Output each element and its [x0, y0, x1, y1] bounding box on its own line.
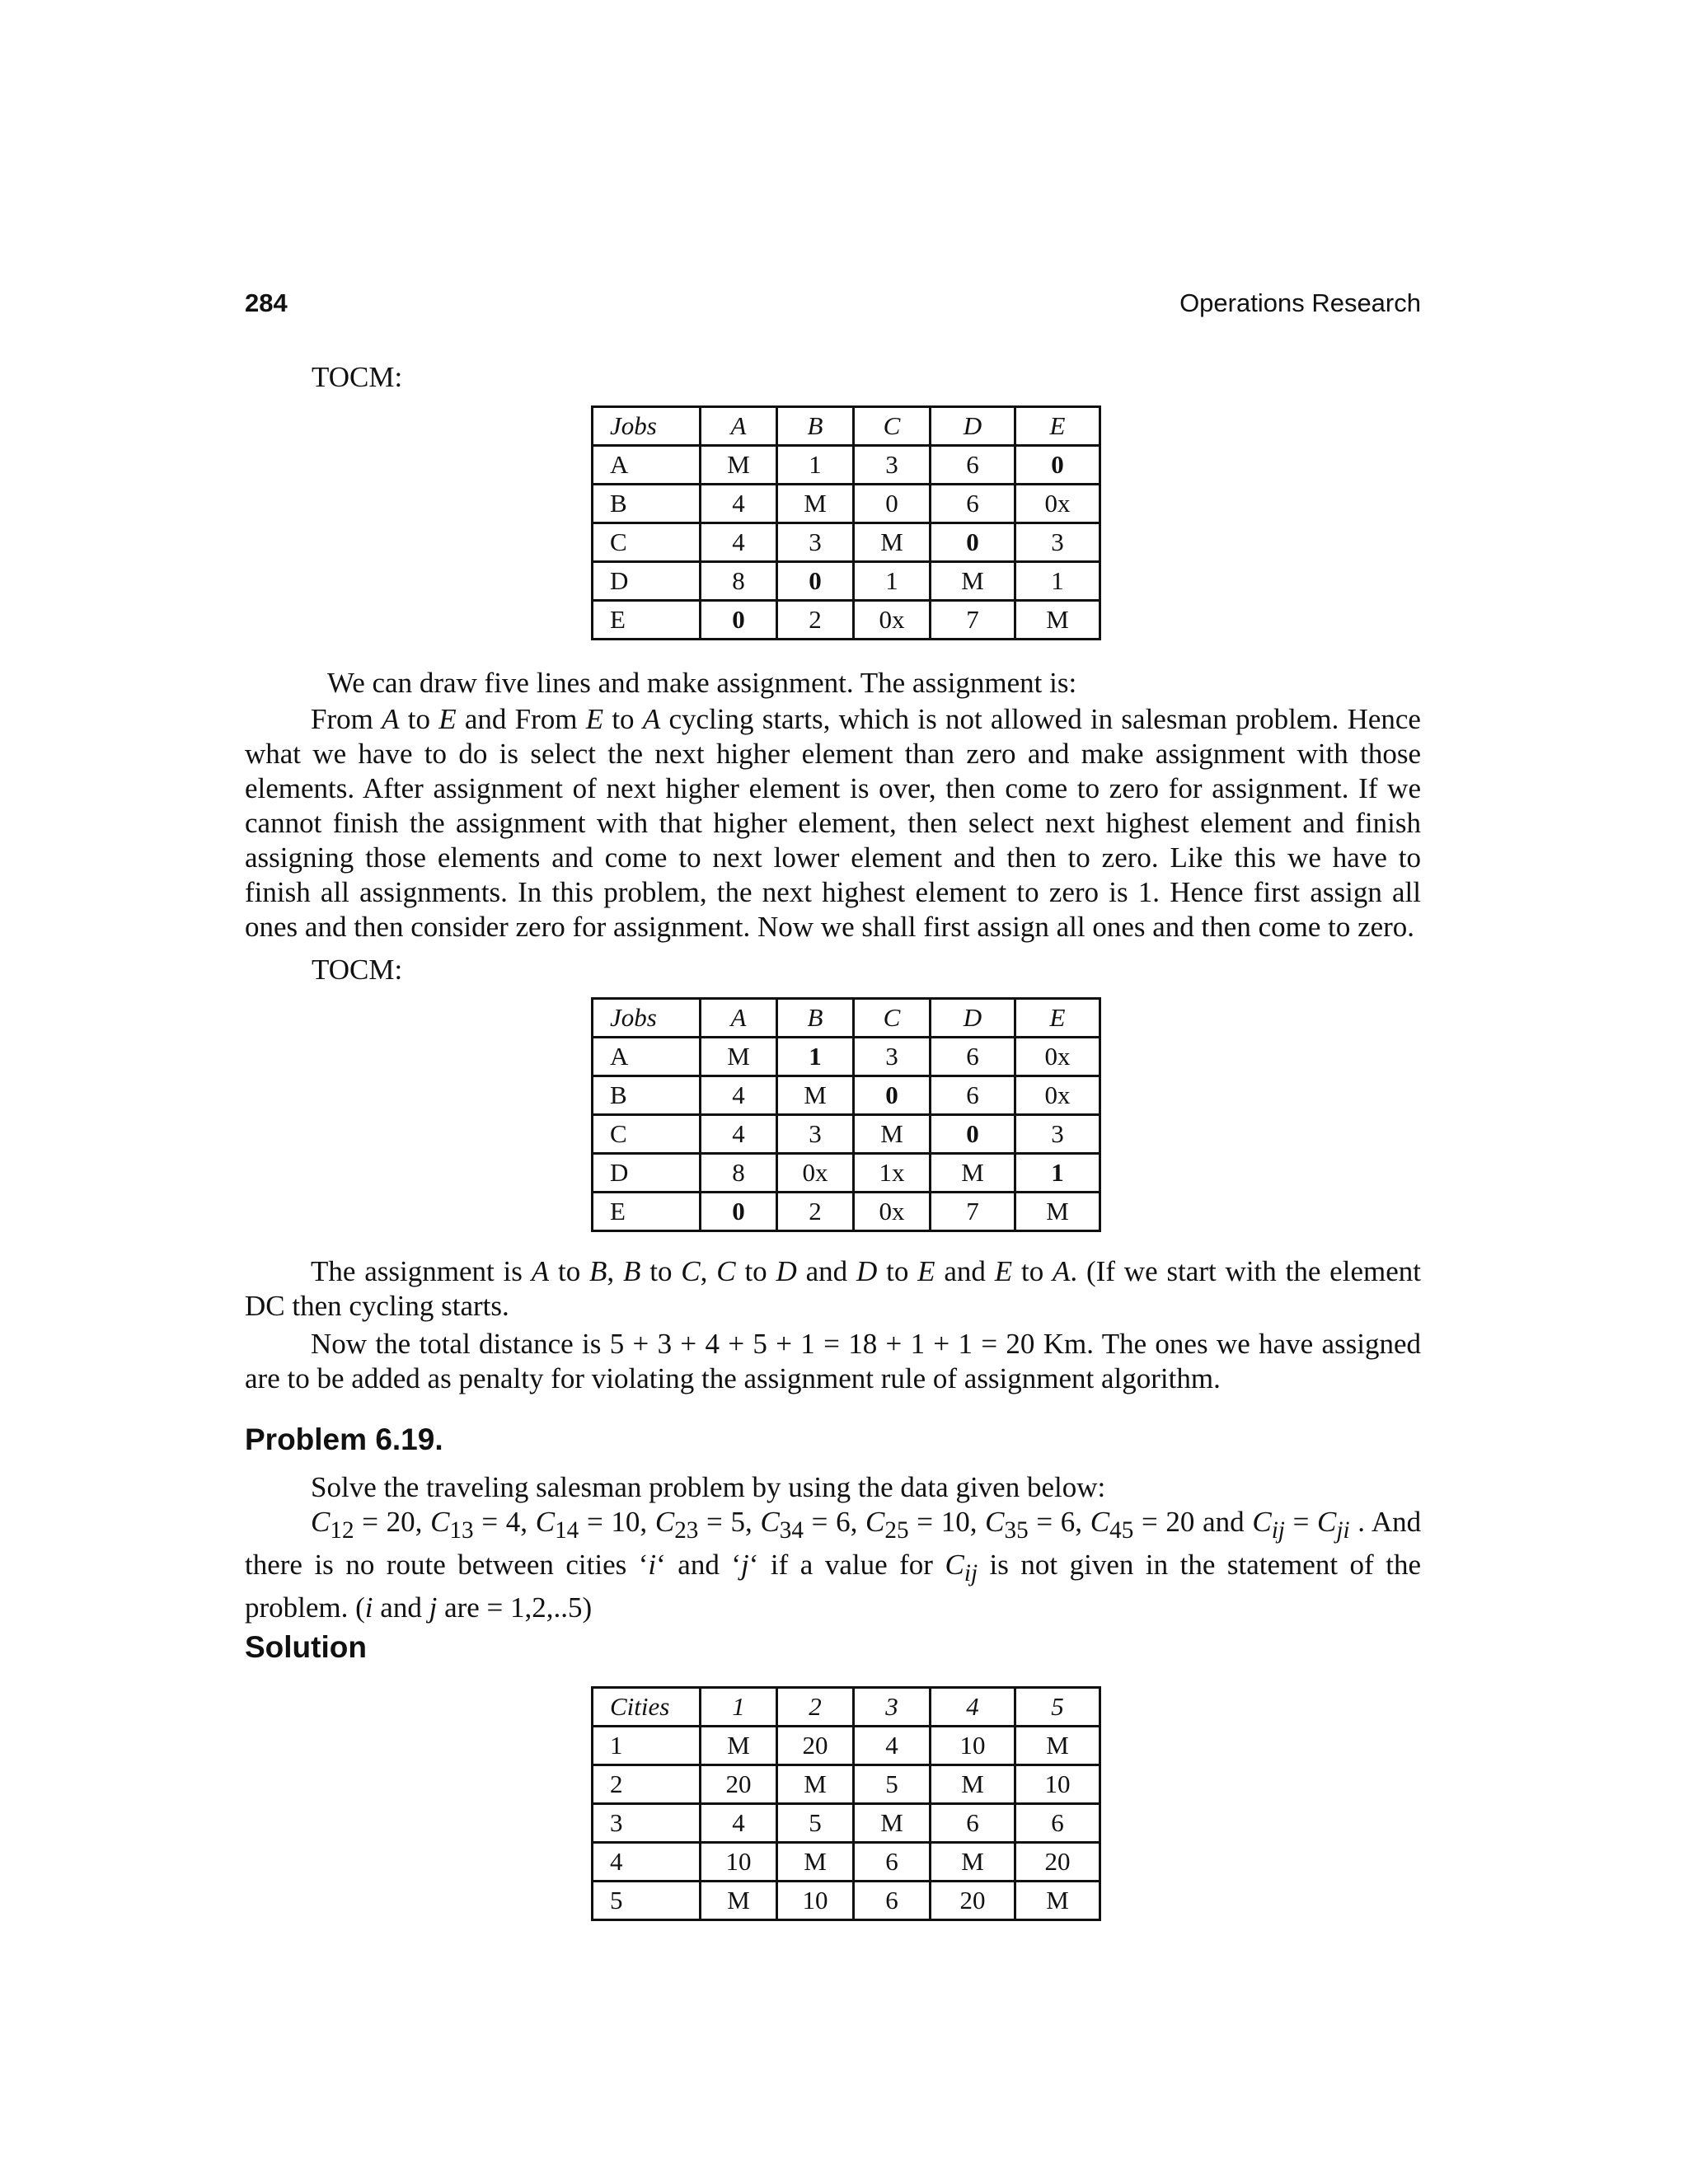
table-cell: E — [593, 1193, 701, 1231]
table-cell: D — [593, 562, 701, 601]
table-cell: 4 — [593, 1843, 701, 1882]
paragraph-total-distance: Now the total distance is 5 + 3 + 4 + 5 + 1 = 18 + 1 + 1 = 20 Km. The ones we have assigned are to be added as penalty for violating the assignment rule of assignment algorithm. — [245, 1328, 1421, 1394]
table-cell: 0 — [854, 485, 931, 523]
table-cell: 1 — [1015, 1154, 1100, 1193]
table-row — [593, 1076, 1100, 1115]
table-cell: M — [931, 1843, 1015, 1882]
table-cell: 2 — [777, 601, 854, 640]
table-cell: M — [777, 1843, 854, 1882]
table-cell: 5 — [593, 1882, 701, 1920]
table-cell: 1 — [777, 446, 854, 485]
table-cell: M — [931, 1154, 1015, 1193]
table-cell: C — [854, 999, 931, 1038]
table-row — [593, 1154, 1100, 1193]
table-cell: 20 — [1015, 1843, 1100, 1882]
page-number: 284 — [245, 288, 288, 317]
table-cell: 20 — [931, 1882, 1015, 1920]
table-cell: 6 — [931, 1038, 1015, 1076]
table-cell: 0x — [777, 1154, 854, 1193]
table-cell: C — [593, 1115, 701, 1154]
table-cell: 10 — [777, 1882, 854, 1920]
table-cell: E — [593, 601, 701, 640]
table-cell: M — [854, 1115, 931, 1154]
table-cell: M — [1015, 1727, 1100, 1765]
table-cell: A — [701, 407, 777, 446]
table-cell: B — [593, 485, 701, 523]
table-row — [593, 1765, 1100, 1804]
cities-table — [591, 1686, 1101, 1921]
table-cell: 4 — [854, 1727, 931, 1765]
table-cell: D — [931, 407, 1015, 446]
table-cell: M — [931, 1765, 1015, 1804]
table-cell: C — [854, 407, 931, 446]
table-cell: 0 — [701, 601, 777, 640]
table-header-row — [593, 1688, 1100, 1727]
table-cell: 8 — [701, 1154, 777, 1193]
table-cell: 4 — [701, 523, 777, 562]
paragraph-cost-data: $C_{12} = 20$, $C_{13} = 4$, $C_{14} = 10$, $C_{23} = 5$, $C_{34} = 6$, $C_{25} = 10$, $C_{35} = 6$, $C_{45} = 20$ and $C_{ij} = C_{ji}$ . And there is no route between cities ‘i‘ and ‘j‘ if a value for $C_{ij}$ is not given in the statement of the problem. (i and j are = 1,2,..5) — [245, 1506, 1422, 1624]
table-cell: M — [931, 562, 1015, 601]
table-cell: E — [1015, 407, 1100, 446]
table-cell: 0 — [931, 1115, 1015, 1154]
table-header-row — [593, 999, 1100, 1038]
table-cell: M — [854, 523, 931, 562]
table-cell: 0x — [854, 601, 931, 640]
paragraph-cycling: From A to E and From E to A cycling starts, which is not allowed in salesman problem. Hence what we have to do is select the next higher element than zero and make assignment with those elements. After assignment of next higher element is over, then come to zero for assignment. If we cannot finish the assignment with that higher element, then select next highest element and finish assigning those elements and come to next lower element and then to zero. Like this we have to finish all assignments. In this problem, the next highest element to zero is 1. Hence first assign all ones and then consider zero for assignment. Now we shall first assign all ones and then come to zero. — [245, 703, 1421, 943]
table-header-row — [593, 407, 1100, 446]
table-cell: 7 — [931, 1193, 1015, 1231]
tocm-label-2: TOCM: — [312, 954, 403, 986]
table-row — [593, 485, 1100, 523]
table-cell: 3 — [854, 1688, 931, 1727]
table-cell: 5 — [854, 1765, 931, 1804]
table-cell: E — [1015, 999, 1100, 1038]
table-cell: 6 — [1015, 1804, 1100, 1843]
table-cell: 4 — [701, 1115, 777, 1154]
table-row — [593, 1843, 1100, 1882]
table-cell: 6 — [931, 1804, 1015, 1843]
paragraph-assignment: The assignment is A to B, B to C, C to D and D to E and E to A. (If we start with the element DC then cycling starts. — [245, 1255, 1421, 1322]
table-cell: 6 — [931, 446, 1015, 485]
table-cell: 1 — [1015, 562, 1100, 601]
table-cell: 1 — [701, 1688, 777, 1727]
tocm-label-1: TOCM: — [312, 361, 403, 393]
table-cell: 10 — [931, 1727, 1015, 1765]
table-cell: 0x — [854, 1193, 931, 1231]
book-title: Operations Research — [1179, 288, 1421, 317]
table-cell: 0 — [931, 523, 1015, 562]
paragraph-problem: Solve the traveling salesman problem by using the data given below: — [311, 1471, 1106, 1503]
table-cell: 3 — [1015, 1115, 1100, 1154]
table-row — [593, 1115, 1100, 1154]
table-cell: 2 — [593, 1765, 701, 1804]
table-cell: 2 — [777, 1193, 854, 1231]
table-cell: D — [931, 999, 1015, 1038]
table-cell: A — [701, 999, 777, 1038]
table-cell: M — [1015, 1193, 1100, 1231]
table-row — [593, 1804, 1100, 1843]
table-cell: 10 — [701, 1843, 777, 1882]
table-cell: 0 — [854, 1076, 931, 1115]
table-cell: A — [593, 1038, 701, 1076]
table-cell: 0x — [1015, 1038, 1100, 1076]
table-cell: 5 — [777, 1804, 854, 1843]
table-row — [593, 1193, 1100, 1231]
table-row — [593, 446, 1100, 485]
table-cell: 6 — [931, 1076, 1015, 1115]
table-cell: 1 — [593, 1727, 701, 1765]
table-cell: 0 — [777, 562, 854, 601]
paragraph-lines: We can draw five lines and make assignment. The assignment is: — [327, 667, 1077, 699]
table-cell: 6 — [854, 1882, 931, 1920]
table-row — [593, 601, 1100, 640]
table-cell: M — [777, 485, 854, 523]
table-cell: D — [593, 1154, 701, 1193]
table-cell: M — [1015, 601, 1100, 640]
table-cell: 4 — [701, 1076, 777, 1115]
table-cell: B — [777, 999, 854, 1038]
table-cell: 7 — [931, 601, 1015, 640]
table-cell: 3 — [777, 1115, 854, 1154]
table-cell: Jobs — [593, 407, 701, 446]
table-cell: M — [701, 1727, 777, 1765]
table-cell: M — [1015, 1882, 1100, 1920]
table-row — [593, 523, 1100, 562]
table-cell: 1 — [777, 1038, 854, 1076]
table-cell: 3 — [593, 1804, 701, 1843]
table-cell: C — [593, 523, 701, 562]
table-cell: 0x — [1015, 1076, 1100, 1115]
table-cell: M — [701, 446, 777, 485]
table-cell: 2 — [777, 1688, 854, 1727]
table-row — [593, 562, 1100, 601]
table-cell: 6 — [854, 1843, 931, 1882]
solution-heading: Solution — [245, 1630, 367, 1664]
table-row — [593, 1727, 1100, 1765]
table-cell: 0 — [1015, 446, 1100, 485]
table-cell: 3 — [854, 1038, 931, 1076]
table-cell: 0 — [701, 1193, 777, 1231]
tocm-table-1 — [591, 405, 1101, 640]
table-cell: 5 — [1015, 1688, 1100, 1727]
table-cell: B — [593, 1076, 701, 1115]
table-cell: M — [701, 1882, 777, 1920]
table-cell: B — [777, 407, 854, 446]
table-cell: M — [854, 1804, 931, 1843]
table-cell: 10 — [1015, 1765, 1100, 1804]
table-cell: M — [777, 1076, 854, 1115]
table-cell: 0x — [1015, 485, 1100, 523]
table-cell: M — [777, 1765, 854, 1804]
table-cell: Cities — [593, 1688, 701, 1727]
table-cell: 3 — [777, 523, 854, 562]
problem-heading: Problem 6.19. — [245, 1422, 443, 1456]
table-cell: 20 — [777, 1727, 854, 1765]
table-cell: 3 — [1015, 523, 1100, 562]
table-cell: 8 — [701, 562, 777, 601]
table-cell: 6 — [931, 485, 1015, 523]
table-cell: Jobs — [593, 999, 701, 1038]
table-cell: 4 — [701, 1804, 777, 1843]
table-row — [593, 1882, 1100, 1920]
table-cell: 4 — [701, 485, 777, 523]
table-cell: M — [701, 1038, 777, 1076]
table-cell: 4 — [931, 1688, 1015, 1727]
table-cell: A — [593, 446, 701, 485]
table-cell: 1x — [854, 1154, 931, 1193]
table-cell: 3 — [854, 446, 931, 485]
table-row — [593, 1038, 1100, 1076]
table-cell: 1 — [854, 562, 931, 601]
tocm-table-2 — [591, 997, 1101, 1232]
table-cell: 20 — [701, 1765, 777, 1804]
